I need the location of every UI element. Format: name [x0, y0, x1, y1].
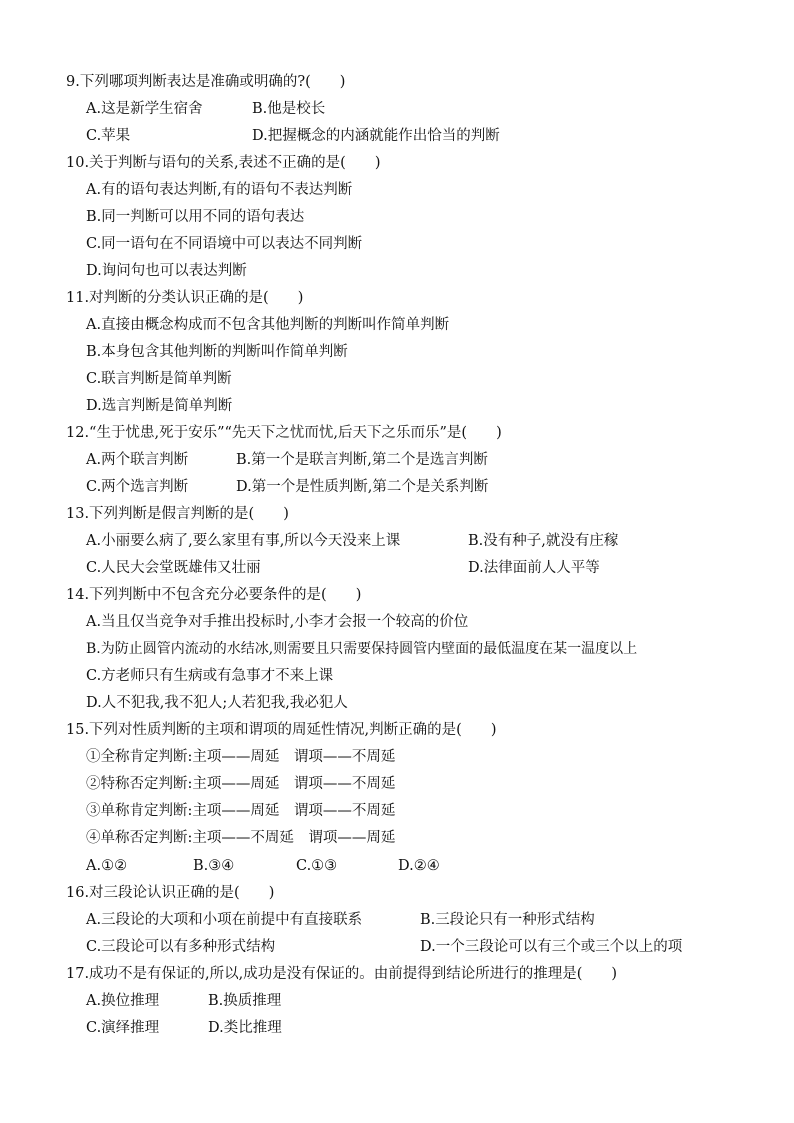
question-10-option-b: B.同一判断可以用不同的语句表达 — [86, 209, 305, 225]
question-10-stem: 10.关于判断与语句的关系,表述不正确的是( ) — [66, 155, 381, 171]
question-11-stem: 11.对判断的分类认识正确的是( ) — [66, 290, 304, 306]
question-15-option-a: A.①② — [86, 858, 128, 874]
question-10-option-d: D.询问句也可以表达判断 — [86, 263, 247, 279]
question-12-option-d: D.第一个是性质判断,第二个是关系判断 — [236, 479, 489, 495]
question-11-option-b: B.本身包含其他判断的判断叫作简单判断 — [86, 344, 348, 360]
question-13-option-a: A.小丽要么病了,要么家里有事,所以今天没来上课 — [86, 533, 401, 549]
question-16-stem: 16.对三段论认识正确的是( ) — [66, 885, 275, 901]
question-15-option-d: D.②④ — [398, 858, 440, 874]
question-16-option-d: D.一个三段论可以有三个或三个以上的项 — [420, 939, 683, 955]
question-12-option-c: C.两个选言判断 — [86, 479, 189, 495]
question-9-option-b: B.他是校长 — [252, 101, 326, 117]
question-17-option-b: B.换质推理 — [208, 993, 282, 1009]
question-15-option-c: C.①③ — [296, 858, 338, 874]
question-14-stem: 14.下列判断中不包含充分必要条件的是( ) — [66, 587, 362, 603]
question-13-stem: 13.下列判断是假言判断的是( ) — [66, 506, 289, 522]
question-11-option-d: D.选言判断是简单判断 — [86, 398, 233, 414]
question-12-option-a: A.两个联言判断 — [86, 452, 189, 468]
question-15-item-4: ④单称否定判断:主项——不周延 谓项——周延 — [86, 830, 396, 846]
question-13-option-b: B.没有种子,就没有庄稼 — [468, 533, 619, 549]
question-12-stem: 12.“生于忧患,死于安乐”“先天下之忧而忧,后天下之乐而乐”是( ) — [66, 425, 502, 441]
question-15-stem: 15.下列对性质判断的主项和谓项的周延性情况,判断正确的是( ) — [66, 722, 497, 738]
question-16-option-a: A.三段论的大项和小项在前提中有直接联系 — [86, 912, 363, 928]
question-9-option-d: D.把握概念的内涵就能作出恰当的判断 — [252, 128, 500, 144]
question-12-option-b: B.第一个是联言判断,第二个是选言判断 — [236, 452, 488, 468]
question-17-option-d: D.类比推理 — [208, 1020, 282, 1036]
question-15-item-1: ①全称肯定判断:主项——周延 谓项——不周延 — [86, 749, 396, 765]
question-14-option-d: D.人不犯我,我不犯人;人若犯我,我必犯人 — [86, 695, 348, 711]
question-14-option-a: A.当且仅当竞争对手推出投标时,小李才会报一个较高的价位 — [86, 614, 469, 630]
question-11-option-c: C.联言判断是简单判断 — [86, 371, 232, 387]
question-10-option-a: A.有的语句表达判断,有的语句不表达判断 — [86, 182, 353, 198]
question-9-stem: 9.下列哪项判断表达是准确或明确的?( ) — [66, 74, 346, 90]
question-17-option-c: C.演绎推理 — [86, 1020, 160, 1036]
question-17-stem: 17.成功不是有保证的,所以,成功是没有保证的。由前提得到结论所进行的推理是( ) — [66, 966, 618, 982]
question-9-option-a: A.这是新学生宿舍 — [86, 101, 203, 117]
question-13-option-c: C.人民大会堂既雄伟又壮丽 — [86, 560, 261, 576]
question-17-option-a: A.换位推理 — [86, 993, 160, 1009]
question-15-item-2: ②特称否定判断:主项——周延 谓项——不周延 — [86, 776, 396, 792]
question-9-option-c: C.苹果 — [86, 128, 131, 144]
question-14-option-b: B.为防止圆管内流动的水结冰,则需要且只需要保持圆管内壁面的最低温度在某一温度以上 — [86, 641, 638, 657]
question-11-option-a: A.直接由概念构成而不包含其他判断的判断叫作简单判断 — [86, 317, 450, 333]
question-15-option-b: B.③④ — [193, 858, 235, 874]
question-10-option-c: C.同一语句在不同语境中可以表达不同判断 — [86, 236, 363, 252]
question-13-option-d: D.法律面前人人平等 — [468, 560, 600, 576]
question-14-option-c: C.方老师只有生病或有急事才不来上课 — [86, 668, 334, 684]
question-16-option-c: C.三段论可以有多种形式结构 — [86, 939, 276, 955]
question-16-option-b: B.三段论只有一种形式结构 — [420, 912, 595, 928]
question-15-item-3: ③单称肯定判断:主项——周延 谓项——不周延 — [86, 803, 396, 819]
